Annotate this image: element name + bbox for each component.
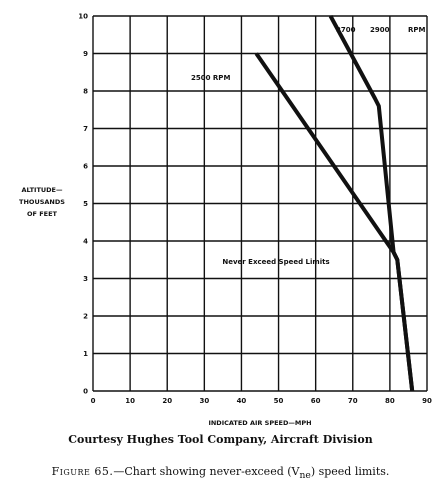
y-axis-label <box>19 186 65 218</box>
x-tick-label: 10 <box>125 397 135 405</box>
y-tick-label: 0 <box>83 387 88 396</box>
x-tick-label: 50 <box>273 397 284 405</box>
y-tick-label: 6 <box>83 162 88 171</box>
caption-subscript: ne <box>299 470 311 482</box>
x-tick-label: 60 <box>310 397 321 405</box>
y-axis-label-line-3: OF FEET <box>27 210 57 218</box>
figure-number: Figure 65. <box>51 465 114 478</box>
y-tick-label: 9 <box>83 50 88 58</box>
label-2900: 2900 <box>370 26 390 34</box>
y-axis-label-line-1: ALTITUDE— <box>21 186 63 194</box>
y-tick-label: 2 <box>83 312 88 321</box>
y-axis-label-line-2: THOUSANDS <box>19 198 65 206</box>
credit-line: Courtesy Hughes Tool Company, Aircraft Division <box>68 433 373 446</box>
x-tick-label: 30 <box>199 397 210 405</box>
label-never-exceed: Never Exceed Speed Limits <box>222 258 330 266</box>
x-tick-label: 90 <box>422 397 432 405</box>
chart-grid <box>93 16 427 391</box>
caption-text: —Chart showing never-exceed (V <box>113 465 300 478</box>
label-rpm: RPM <box>408 26 426 34</box>
y-tick-labels <box>78 13 88 396</box>
x-tick-label: 70 <box>347 397 358 405</box>
y-tick-label: 4 <box>83 237 88 246</box>
y-tick-label: 10 <box>78 12 88 21</box>
caption-end: ) speed limits. <box>310 465 390 478</box>
x-tick-label: 20 <box>162 397 173 405</box>
label-2500-rpm: 2500 RPM <box>191 74 231 82</box>
y-tick-label: 5 <box>83 200 88 208</box>
x-tick-label: 40 <box>236 397 247 405</box>
x-tick-label: 80 <box>385 397 395 405</box>
figure-caption <box>0 465 441 481</box>
x-axis-label: INDICATED AIR SPEED—MPH <box>208 419 312 427</box>
y-tick-label: 7 <box>83 125 88 133</box>
y-tick-label: 1 <box>83 350 88 358</box>
y-tick-label: 3 <box>83 275 88 283</box>
label-2700: 2700 <box>336 26 356 34</box>
x-tick-labels <box>91 397 432 405</box>
y-tick-label: 8 <box>83 87 88 96</box>
x-tick-label: 0 <box>90 397 96 405</box>
